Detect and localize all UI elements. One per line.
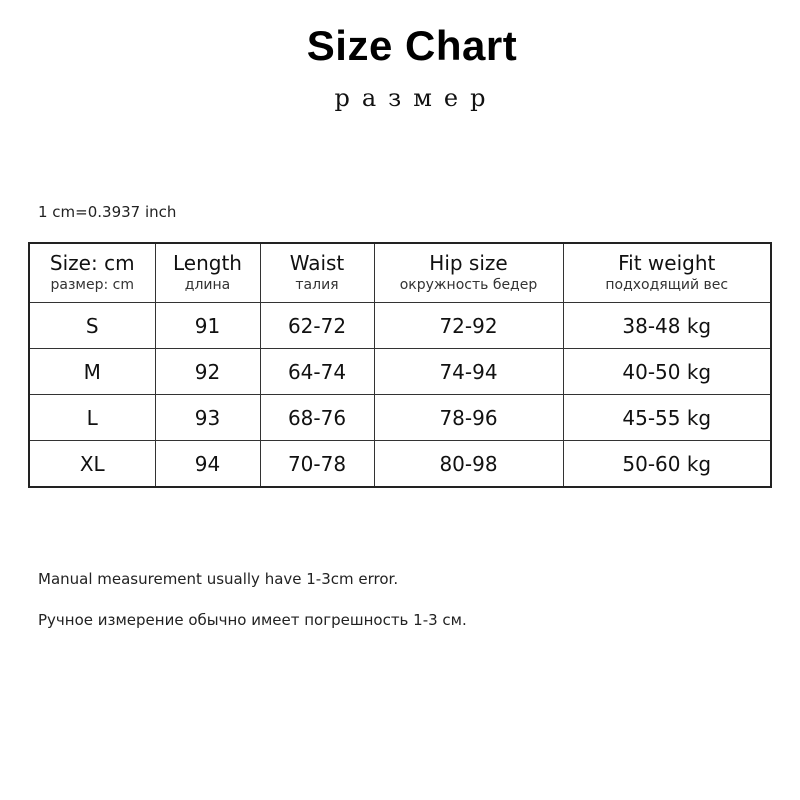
header-hip-sublabel: окружность бедер xyxy=(399,277,538,293)
cell-length: 92 xyxy=(155,349,260,395)
table-row xyxy=(29,441,771,488)
header-hip-label: Hip size xyxy=(429,251,508,275)
header-length-label: Length xyxy=(173,251,242,275)
cell-fit-weight: 45-55 kg xyxy=(563,395,771,441)
cell-waist: 68-76 xyxy=(260,395,374,441)
header-size-sublabel: размер: cm xyxy=(50,277,134,293)
cell-size: M xyxy=(29,349,155,395)
header-size xyxy=(29,243,155,303)
page-title: Size Chart xyxy=(306,22,518,69)
cell-length: 93 xyxy=(155,395,260,441)
header-length xyxy=(155,243,260,303)
cell-hip: 74-94 xyxy=(374,349,563,395)
cell-fit-weight: 50-60 kg xyxy=(563,441,771,488)
cell-waist: 62-72 xyxy=(260,303,374,349)
table-header-row xyxy=(29,243,771,303)
header-fit-weight-sublabel: подходящий вес xyxy=(605,277,729,293)
header-fit-weight-label: Fit weight xyxy=(618,251,716,275)
cell-size: L xyxy=(29,395,155,441)
cell-fit-weight: 38-48 kg xyxy=(563,303,771,349)
header-waist-sublabel: талия xyxy=(295,277,339,293)
header-hip xyxy=(374,243,563,303)
header-length-sublabel: длина xyxy=(184,277,231,293)
cell-waist: 64-74 xyxy=(260,349,374,395)
cell-length: 91 xyxy=(155,303,260,349)
cell-fit-weight: 40-50 kg xyxy=(563,349,771,395)
header-fit-weight xyxy=(563,243,771,303)
table-row xyxy=(29,349,771,395)
cell-length: 94 xyxy=(155,441,260,488)
page-subtitle: размер xyxy=(334,84,498,112)
cell-size: S xyxy=(29,303,155,349)
cell-size: XL xyxy=(29,441,155,488)
cell-hip: 80-98 xyxy=(374,441,563,488)
header-size-label: Size: cm xyxy=(49,251,135,275)
measurement-error-note-en: Manual measurement usually have 1-3cm error. xyxy=(38,570,399,588)
cell-hip: 72-92 xyxy=(374,303,563,349)
table-row xyxy=(29,395,771,441)
size-chart-table xyxy=(28,242,772,488)
header-waist-label: Waist xyxy=(289,251,345,275)
measurement-error-note-ru: Ручное измерение обычно имеет погрешность 1-3 см. xyxy=(38,611,467,629)
header-waist xyxy=(260,243,374,303)
cell-waist: 70-78 xyxy=(260,441,374,488)
cell-hip: 78-96 xyxy=(374,395,563,441)
table-row xyxy=(29,303,771,349)
unit-conversion-note: 1 cm=0.3937 inch xyxy=(38,203,177,221)
